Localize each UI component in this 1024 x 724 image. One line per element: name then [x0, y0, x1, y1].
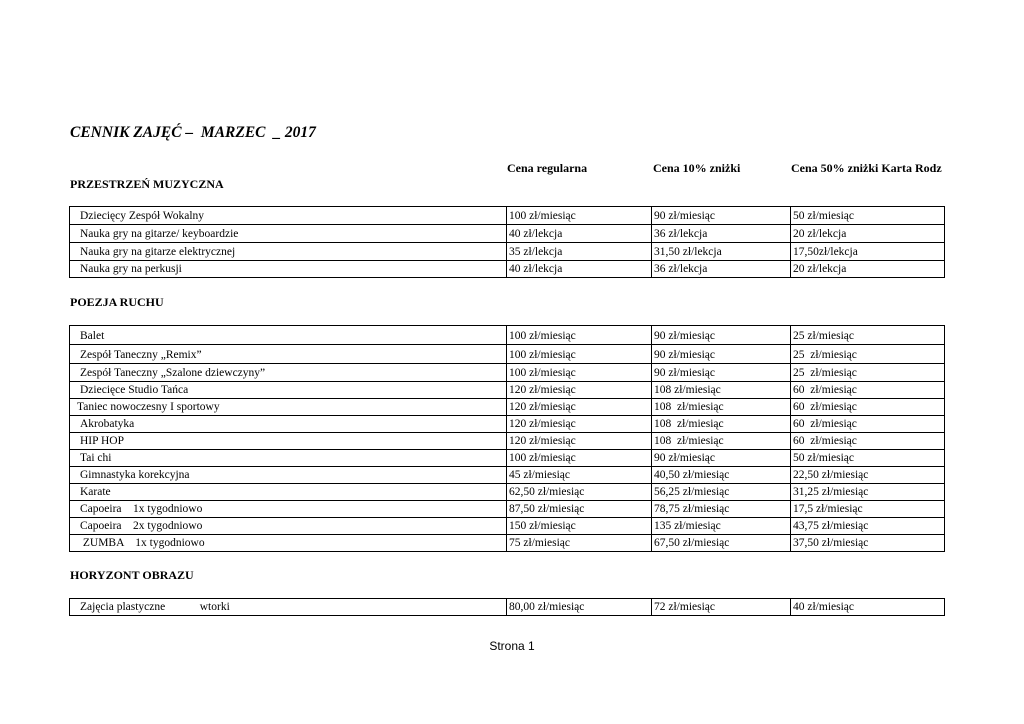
price-discount-50: 40 zł/miesiąc [791, 599, 945, 616]
activity-name: Akrobatyka [70, 416, 507, 433]
price-discount-10: 90 zł/miesiąc [652, 364, 791, 382]
table-row [70, 225, 945, 243]
price-regular: 120 zł/miesiąc [507, 382, 652, 399]
price-regular: 120 zł/miesiąc [507, 433, 652, 450]
table-row [70, 450, 945, 467]
price-discount-10: 90 zł/miesiąc [652, 207, 791, 225]
table-row [70, 345, 945, 364]
price-regular: 150 zł/miesiąc [507, 518, 652, 535]
price-discount-10: 36 zł/lekcja [652, 225, 791, 243]
price-discount-10: 90 zł/miesiąc [652, 450, 791, 467]
price-table-visual-arts [69, 598, 945, 616]
price-regular: 75 zł/miesiąc [507, 535, 652, 552]
price-regular: 100 zł/miesiąc [507, 364, 652, 382]
price-table-movement [69, 325, 945, 552]
price-discount-50: 25 zł/miesiąc [791, 326, 945, 345]
price-discount-50: 60 zł/miesiąc [791, 433, 945, 450]
price-discount-50: 50 zł/miesiąc [791, 450, 945, 467]
price-discount-50: 20 zł/lekcja [791, 261, 945, 278]
table-row [70, 364, 945, 382]
price-discount-50: 31,25 zł/miesiąc [791, 484, 945, 501]
table-row [70, 484, 945, 501]
price-discount-10: 90 zł/miesiąc [652, 326, 791, 345]
activity-name: Tai chi [70, 450, 507, 467]
price-regular: 40 zł/lekcja [507, 261, 652, 278]
price-regular: 100 zł/miesiąc [507, 345, 652, 364]
table-row [70, 518, 945, 535]
price-discount-10: 90 zł/miesiąc [652, 345, 791, 364]
price-regular: 100 zł/miesiąc [507, 207, 652, 225]
activity-name: Capoeira 2x tygodniowo [70, 518, 507, 535]
price-regular: 100 zł/miesiąc [507, 326, 652, 345]
price-regular: 100 zł/miesiąc [507, 450, 652, 467]
column-header-discount-10: Cena 10% zniżki [653, 161, 741, 175]
price-discount-10: 56,25 zł/miesiąc [652, 484, 791, 501]
price-discount-50: 20 zł/lekcja [791, 225, 945, 243]
price-discount-10: 78,75 zł/miesiąc [652, 501, 791, 518]
table-row [70, 399, 945, 416]
price-regular: 120 zł/miesiąc [507, 416, 652, 433]
table-row [70, 433, 945, 450]
price-discount-50: 25 zł/miesiąc [791, 345, 945, 364]
column-header-discount-50: Cena 50% zniżki Karta Rodz [791, 161, 942, 175]
section-title-music: PRZESTRZEŃ MUZYCZNA [70, 177, 224, 191]
activity-name: Nauka gry na gitarze/ keyboardzie [70, 225, 507, 243]
price-discount-50: 50 zł/miesiąc [791, 207, 945, 225]
page-number: Strona 1 [489, 639, 535, 653]
price-discount-50: 22,50 zł/miesiąc [791, 467, 945, 484]
section-title-movement: POEZJA RUCHU [70, 295, 164, 309]
price-discount-50: 17,50zł/lekcja [791, 243, 945, 261]
activity-name: Dziecięcy Zespół Wokalny [70, 207, 507, 225]
activity-name: Taniec nowoczesny I sportowy [70, 399, 507, 416]
table-row [70, 535, 945, 552]
price-discount-10: 67,50 zł/miesiąc [652, 535, 791, 552]
activity-name: Gimnastyka korekcyjna [70, 467, 507, 484]
activity-name: Zajęcia plastyczne wtorki [70, 599, 507, 616]
price-discount-50: 25 zł/miesiąc [791, 364, 945, 382]
table-row [70, 599, 945, 616]
activity-name: Dziecięce Studio Tańca [70, 382, 507, 399]
price-discount-10: 108 zł/miesiąc [652, 433, 791, 450]
table-row [70, 207, 945, 225]
price-regular: 45 zł/miesiąc [507, 467, 652, 484]
activity-name: Zespół Taneczny „Szalone dziewczyny” [70, 364, 507, 382]
activity-name: Zespół Taneczny „Remix” [70, 345, 507, 364]
price-discount-10: 135 zł/miesiąc [652, 518, 791, 535]
activity-name: Karate [70, 484, 507, 501]
price-regular: 40 zł/lekcja [507, 225, 652, 243]
price-discount-50: 17,5 zł/miesiąc [791, 501, 945, 518]
activity-name: ZUMBA 1x tygodniowo [70, 535, 507, 552]
price-regular: 120 zł/miesiąc [507, 399, 652, 416]
table-row [70, 416, 945, 433]
price-discount-10: 31,50 zł/lekcja [652, 243, 791, 261]
column-header-regular: Cena regularna [507, 161, 588, 175]
activity-name: Balet [70, 326, 507, 345]
activity-name: Nauka gry na perkusji [70, 261, 507, 278]
table-row [70, 467, 945, 484]
price-discount-10: 108 zł/miesiąc [652, 416, 791, 433]
price-table-music [69, 206, 945, 278]
price-discount-10: 108 zł/miesiąc [652, 399, 791, 416]
section-title-visual-arts: HORYZONT OBRAZU [70, 568, 194, 582]
price-discount-50: 43,75 zł/miesiąc [791, 518, 945, 535]
price-regular: 80,00 zł/miesiąc [507, 599, 652, 616]
price-regular: 62,50 zł/miesiąc [507, 484, 652, 501]
table-row [70, 261, 945, 278]
price-discount-50: 60 zł/miesiąc [791, 416, 945, 433]
activity-name: Nauka gry na gitarze elektrycznej [70, 243, 507, 261]
table-row [70, 501, 945, 518]
price-discount-10: 72 zł/miesiąc [652, 599, 791, 616]
activity-name: Capoeira 1x tygodniowo [70, 501, 507, 518]
price-discount-10: 108 zł/miesiąc [652, 382, 791, 399]
price-regular: 35 zł/lekcja [507, 243, 652, 261]
price-regular: 87,50 zł/miesiąc [507, 501, 652, 518]
price-discount-10: 36 zł/lekcja [652, 261, 791, 278]
page-title: CENNIK ZAJĘĆ – MARZEC _ 2017 [70, 124, 316, 141]
table-row [70, 243, 945, 261]
table-row [70, 326, 945, 345]
price-discount-50: 37,50 zł/miesiąc [791, 535, 945, 552]
price-discount-10: 40,50 zł/miesiąc [652, 467, 791, 484]
activity-name: HIP HOP [70, 433, 507, 450]
table-row [70, 382, 945, 399]
price-discount-50: 60 zł/miesiąc [791, 399, 945, 416]
price-discount-50: 60 zł/miesiąc [791, 382, 945, 399]
